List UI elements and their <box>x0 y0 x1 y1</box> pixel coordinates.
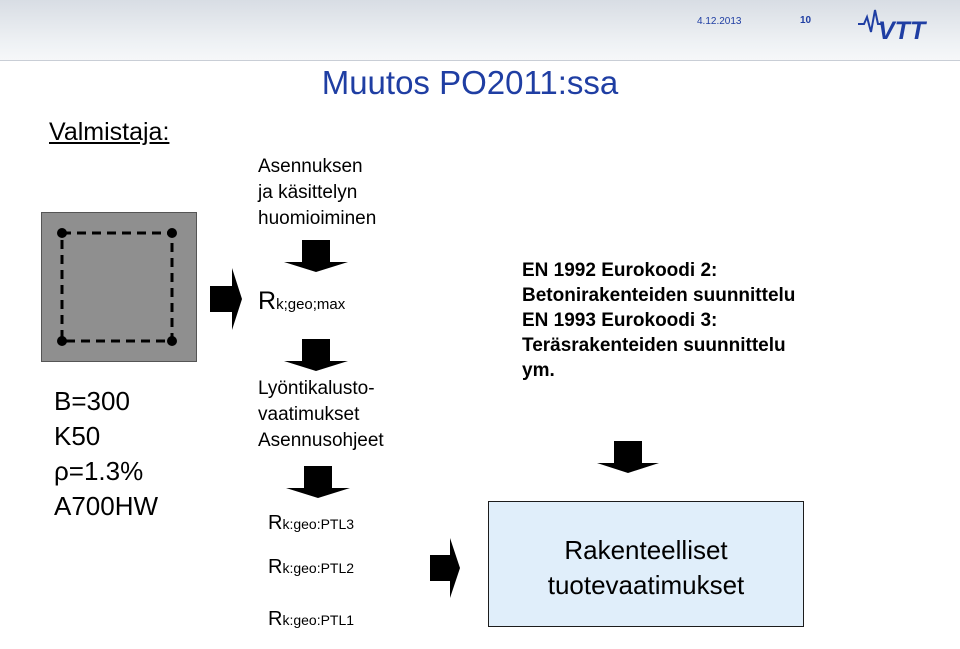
arrow-down-icon <box>597 441 659 473</box>
slide-date: 4.12.2013 <box>697 16 742 27</box>
spec-width: B=300 <box>54 386 130 416</box>
eurocode-line: ym. <box>522 360 555 381</box>
result-line: tuotevaatimukset <box>547 570 745 600</box>
arrow-down-icon <box>284 240 348 272</box>
eurocode-line: EN 1993 Eurokoodi 3: <box>522 310 718 331</box>
rk-geo-ptl2: Rk:geo:PTL2 <box>268 556 355 578</box>
pile-specs <box>54 384 158 524</box>
spec-concrete: K50 <box>54 421 101 451</box>
rk-geo-ptl3: Rk:geo:PTL3 <box>268 512 355 534</box>
eurocode-line: EN 1992 Eurokoodi 2: <box>522 260 718 281</box>
spec-steel: A700HW <box>54 491 159 521</box>
arrow-right-icon <box>210 268 242 330</box>
arrow-down-icon <box>284 339 348 371</box>
rk-geo-max: Rk;geo;max <box>258 287 346 315</box>
rebar-dot <box>167 228 177 238</box>
arrow-down-icon <box>286 466 350 498</box>
vtt-logo-icon <box>856 8 944 44</box>
spec-reinforcement-ratio: ρ=1.3% <box>54 456 144 486</box>
installation-text: Asennuksen ja käsittelyn huomioiminen <box>258 156 377 229</box>
slide-title: Muutos PO2011:ssa <box>321 64 619 101</box>
rebar-dot <box>57 336 67 346</box>
pile-cross-section <box>41 212 197 362</box>
manufacturer-label: Valmistaja: <box>49 118 170 146</box>
eurocode-line: Teräsrakenteiden suunnittelu <box>522 335 786 356</box>
eurocode-list <box>522 258 795 383</box>
svg-text:VTT: VTT <box>878 17 926 44</box>
cross-section-drawing <box>42 213 198 363</box>
result-box <box>488 501 804 627</box>
driving-requirements-text: Lyöntikalusto- vaatimukset Asennusohjeet <box>258 378 384 451</box>
rk-geo-ptl1: Rk:geo:PTL1 <box>268 608 355 630</box>
result-line: Rakenteelliset <box>564 535 728 565</box>
arrow-right-icon <box>430 538 460 598</box>
rebar-dot <box>167 336 177 346</box>
page-number: 10 <box>800 15 812 26</box>
eurocode-line: Betonirakenteiden suunnittelu <box>522 285 796 306</box>
header-bar <box>0 0 960 61</box>
rebar-dot <box>57 228 67 238</box>
